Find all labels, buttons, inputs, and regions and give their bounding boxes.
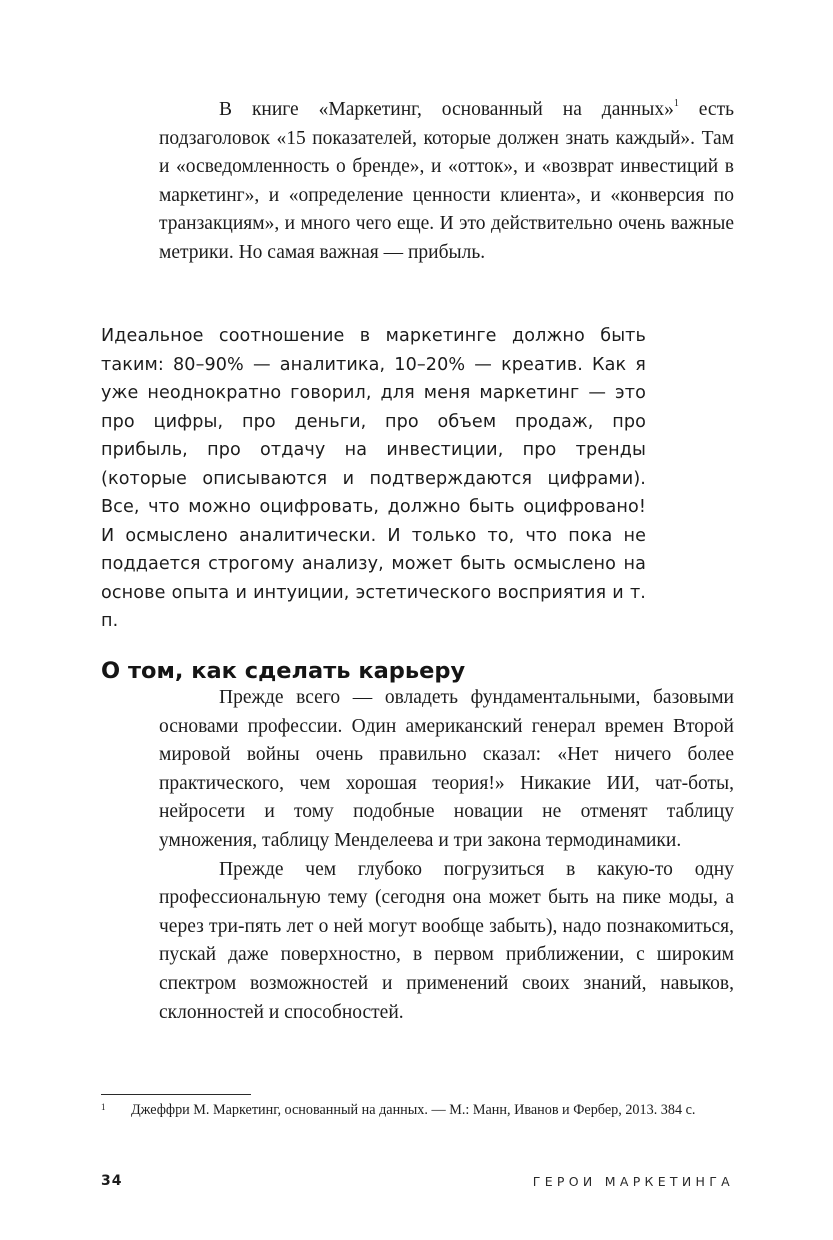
footnote-reference[interactable]: 1 (673, 98, 679, 109)
pull-quote: Идеальное соотношение в маркетинге должно быть таким: 80–90% — аналитика, 10–20% — креатив. Как я уже неоднократно говорил, для меня маркетинг — это про цифры, про деньги, про объем продаж, про прибыль, про отдачу на инвестиции, про тренды (которые описываются и подтверждаются цифрами). Все, что можно оцифровать, должно быть оцифровано! И осмыслено аналитически. И только то, что пока не поддается строгому анализу, может быть осмыслено на основе опыта и интуиции, эстетического восприятия и т. п. (101, 326, 646, 631)
intro-paragraph (159, 96, 734, 268)
section-heading: О том, как сделать карьеру (101, 658, 466, 684)
footnote-mark: 1 (101, 1102, 106, 1112)
intro-text-end: есть подзаголовок «15 показателей, которые должен знать каждый». Там и «осведомленность о бренде», и «отток», и «возврат инвестиций в маркетинг», и «определение ценности клиента», и «конверсия по транзакциям», и много чего еще. И это действительно очень важные метрики. Но самая важная — прибыль. (159, 99, 734, 263)
footnote (101, 1100, 734, 1121)
body-paragraph: Прежде всего — овладеть фундаментальными, базовыми основами профессии. Один американский генерал времен Второй мировой войны очень правильно сказал: «Нет ничего более практического, чем хорошая теория!» Никакие ИИ, чат-боты, нейросети и тому подобные новации не отменят таблицу умножения, таблицу Менделеева и три закона термодинамики. (159, 687, 734, 851)
section-body (159, 684, 734, 1027)
running-title: ГЕРОИ МАРКЕТИНГА (532, 1174, 734, 1189)
page-number: 34 (101, 1173, 123, 1189)
intro-text-start: В книге «Маркетинг, основанный на данных» (219, 99, 674, 120)
body-paragraph: Прежде чем глубоко погрузиться в какую-то одну профессиональную тему (сегодня она может быть на пике моды, а через три-пять лет о ней могут вообще забыть), надо познакомиться, пускай даже поверхностно, в первом приближении, с широким спектром возможностей и применений своих знаний, навыков, склонностей и способностей. (159, 858, 734, 1023)
footnote-divider (101, 1094, 251, 1095)
footnote-text: Джеффри М. Маркетинг, основанный на данных. — М.: Манн, Иванов и Фербер, 2013. 384 с. (131, 1102, 696, 1118)
